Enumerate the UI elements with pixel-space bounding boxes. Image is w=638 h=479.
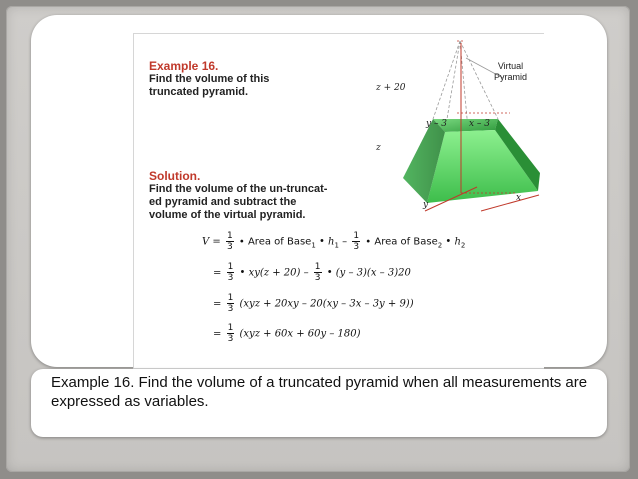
dimension-x bbox=[481, 195, 539, 211]
fraction-one-third: $\frac{1}{3}$ bbox=[226, 231, 233, 252]
figure-border-left bbox=[133, 33, 134, 369]
label-y-minus-3: y – 3 bbox=[426, 119, 448, 129]
fraction-one-third: $\frac{1}{3}$ bbox=[353, 231, 360, 252]
height-2: • h bbox=[445, 236, 461, 248]
solution-heading: Solution. bbox=[149, 169, 201, 183]
fraction-one-third: $\frac{1}{3}$ bbox=[314, 262, 321, 283]
example-title: Example 16. bbox=[149, 59, 219, 73]
label-x: x bbox=[516, 193, 522, 203]
label-z-plus-20: z + 20 bbox=[376, 83, 406, 93]
truncated-pyramid-diagram bbox=[353, 33, 543, 213]
formula-line-4: = $\frac{1}{3}$ (xyz + 60x + 60y – 180) bbox=[213, 323, 361, 344]
virtual-edge-4 bbox=[445, 41, 460, 131]
area-base-1: • Area of Base bbox=[238, 236, 312, 248]
label-z: z bbox=[376, 143, 381, 153]
label-y: y bbox=[423, 200, 429, 210]
example-question: Find the volume of this truncated pyramid. bbox=[149, 73, 270, 98]
formula-line-3: = $\frac{1}{3}$ (xyz + 20xy – 20(xy – 3x – 3y + 9)) bbox=[213, 293, 414, 314]
fraction-one-third: $\frac{1}{3}$ bbox=[227, 293, 234, 314]
example-figure bbox=[133, 33, 544, 369]
height-1: • h bbox=[318, 236, 335, 248]
virtual-pyramid-label: Virtual Pyramid bbox=[494, 61, 528, 82]
formula-v: V = bbox=[202, 236, 221, 248]
slide-content-card bbox=[31, 15, 607, 367]
fraction-one-third: $\frac{1}{3}$ bbox=[227, 323, 234, 344]
formula-line-1: V = $\frac{1}{3}$ • Area of Base$_1$ • $h_1$ – $\frac{1}{3}$ • Area of Base$_2$ • $h_2$ bbox=[202, 231, 466, 252]
label-x-minus-3: x – 3 bbox=[469, 119, 491, 129]
area-base-2: • Area of Base bbox=[365, 236, 438, 248]
fraction-one-third: $\frac{1}{3}$ bbox=[227, 262, 234, 283]
formula-line-2: = $\frac{1}{3}$ • xy(z + 20) – $\frac{1}{3}$ • (y – 3)(x – 3)20 bbox=[213, 262, 411, 283]
slide-caption: Example 16. Find the volume of a truncated pyramid when all measurements are expressed as variables. bbox=[51, 374, 588, 410]
virtual-edge-1 bbox=[433, 41, 460, 119]
solution-text: Find the volume of the un-truncat- ed pyramid and subtract the volume of the virtual pyramid. bbox=[149, 183, 328, 221]
caption-card bbox=[31, 369, 607, 437]
